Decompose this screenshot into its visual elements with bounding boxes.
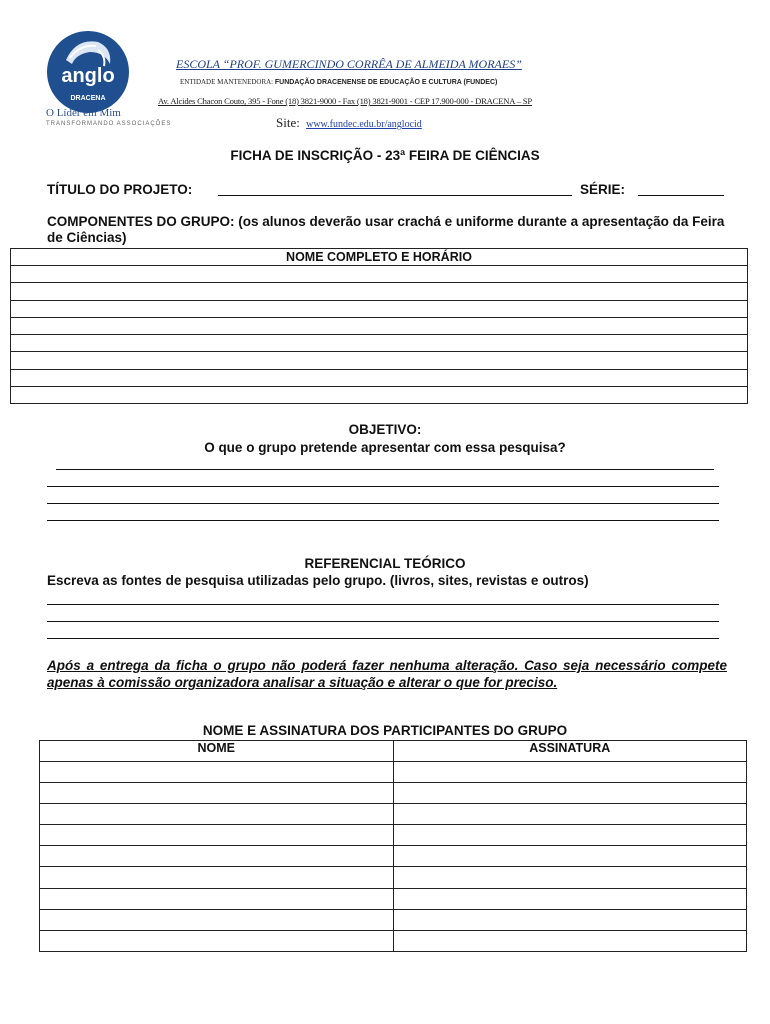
site-label: Site:: [276, 115, 300, 130]
signature-cell[interactable]: [393, 762, 747, 783]
signatures-heading: NOME E ASSINATURA DOS PARTICIPANTES DO GRUPO: [202, 723, 568, 738]
anglo-logo: [46, 30, 130, 114]
name-cell[interactable]: [40, 909, 394, 930]
tagline: [46, 108, 171, 127]
name-cell[interactable]: [40, 888, 394, 909]
entity-line: [180, 78, 497, 86]
reference-line[interactable]: [47, 621, 719, 622]
member-row[interactable]: [11, 352, 748, 369]
school-name: ESCOLA “PROF. GUMERCINDO CORRÊA DE ALMEIDA MORAES”: [176, 57, 522, 71]
name-cell[interactable]: [40, 930, 394, 951]
warning-notice: Após a entrega da ficha o grupo não poderá fazer nenhuma alteração. Caso seja necessário compete apenas à comissão organizadora analisar a situação e alterar o que for preciso.: [47, 658, 727, 690]
name-cell[interactable]: [40, 846, 394, 867]
member-row[interactable]: [11, 266, 748, 283]
form-title: FICHA DE INSCRIÇÃO - 23ª FEIRA DE CIÊNCIAS: [230, 148, 540, 163]
members-table: [10, 248, 748, 404]
member-row[interactable]: [11, 387, 748, 404]
name-cell[interactable]: [40, 867, 394, 888]
objective-heading: OBJETIVO:: [348, 422, 422, 437]
table-row: [40, 804, 747, 825]
signature-cell[interactable]: [393, 804, 747, 825]
objective-question: O que o grupo pretende apresentar com essa pesquisa?: [204, 440, 566, 455]
member-row[interactable]: [11, 317, 748, 334]
signature-cell[interactable]: [393, 930, 747, 951]
signature-cell[interactable]: [393, 909, 747, 930]
table-row: [40, 846, 747, 867]
signature-cell[interactable]: [393, 825, 747, 846]
objective-line[interactable]: [47, 503, 719, 504]
site-line: [276, 115, 422, 131]
objective-line[interactable]: [47, 520, 719, 521]
objective-line[interactable]: [47, 486, 719, 487]
name-cell[interactable]: [40, 825, 394, 846]
table-row: [40, 783, 747, 804]
members-table-header: NOME COMPLETO E HORÁRIO: [11, 249, 748, 266]
table-row: [40, 888, 747, 909]
tagline-text: O Líder em Mim: [46, 107, 121, 119]
reference-line[interactable]: [47, 604, 719, 605]
series-label: SÉRIE:: [580, 182, 626, 197]
entity-label: ENTIDADE MANTENEDORA:: [180, 78, 274, 86]
table-row: [40, 762, 747, 783]
table-row: [40, 825, 747, 846]
member-row[interactable]: [11, 335, 748, 352]
name-cell[interactable]: [40, 804, 394, 825]
reference-heading: REFERENCIAL TEÓRICO: [304, 556, 466, 571]
name-cell[interactable]: [40, 783, 394, 804]
objective-line[interactable]: [56, 469, 714, 470]
tagline-subtext: TRANSFORMANDO ASSOCIAÇÕES: [46, 121, 172, 127]
signature-cell[interactable]: [393, 846, 747, 867]
table-row: [40, 867, 747, 888]
member-row[interactable]: [11, 300, 748, 317]
project-title-label: TÍTULO DO PROJETO:: [47, 182, 193, 197]
signature-cell[interactable]: [393, 867, 747, 888]
logo-city: DRACENA: [70, 95, 106, 102]
member-row[interactable]: [11, 283, 748, 300]
reference-line[interactable]: [47, 638, 719, 639]
project-title-field[interactable]: [218, 195, 572, 196]
components-instructions: COMPONENTES DO GRUPO: (os alunos deverão usar crachá e uniforme durante a apresentação da Feira de Ciências): [47, 214, 725, 245]
signature-cell[interactable]: [393, 783, 747, 804]
signatures-table: [39, 740, 747, 952]
table-row: [40, 909, 747, 930]
logo-word: anglo: [61, 65, 115, 87]
name-cell[interactable]: [40, 762, 394, 783]
reference-description: Escreva as fontes de pesquisa utilizadas pelo grupo. (livros, sites, revistas e outros): [47, 573, 589, 588]
member-row[interactable]: [11, 369, 748, 386]
address: Av. Alcides Chacon Couto, 395 - Fone (18) 3821-9000 - Fax (18) 3821-9001 - CEP 17.900-000 - DRACENA – SP: [158, 96, 532, 106]
entity-name: FUNDAÇÃO DRACENENSE DE EDUCAÇÃO E CULTURA (FUNDEC): [274, 79, 498, 86]
table-row: [40, 930, 747, 951]
series-field[interactable]: [638, 195, 724, 196]
col-name-header: NOME: [40, 741, 394, 762]
col-signature-header: ASSINATURA: [393, 741, 747, 762]
site-link[interactable]: www.fundec.edu.br/anglocid: [306, 119, 422, 130]
signature-cell[interactable]: [393, 888, 747, 909]
